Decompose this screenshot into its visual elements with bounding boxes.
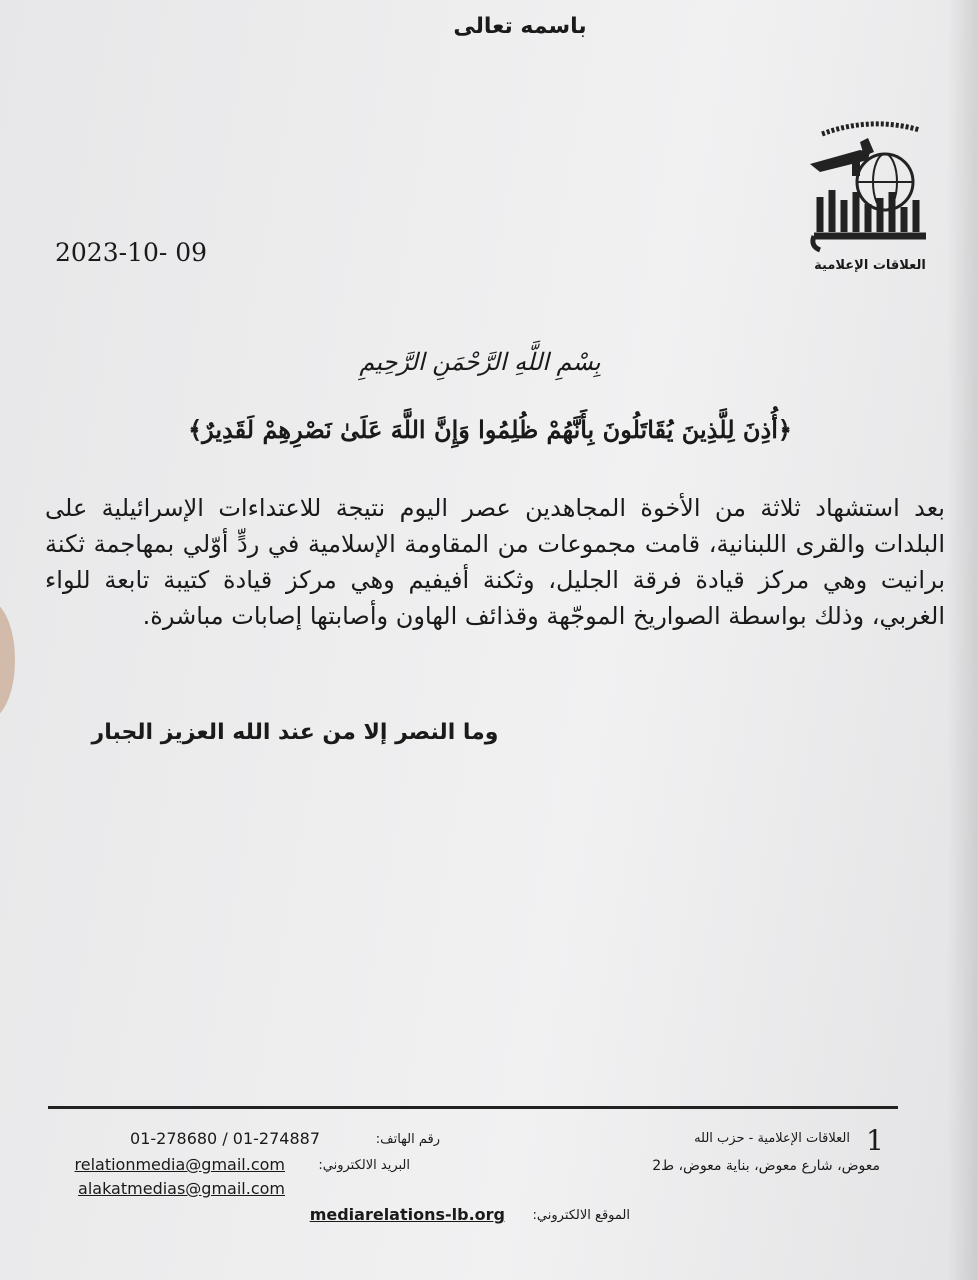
logo-emblem-icon [800,112,940,262]
email-link-primary[interactable]: relationmedia@gmail.com [74,1155,285,1174]
quran-verse: ﴿أُذِنَ لِلَّذِينَ يُقَاتَلُونَ بِأَنَّهُمْ ظُلِمُوا وَإِنَّ اللَّهَ عَلَىٰ نَصْرِهِمْ لَقَدِيرٌ﴾ [188,415,792,444]
document-date: 2023-10- 09 [55,238,208,267]
finger-edge [0,600,15,720]
website-label: الموقع الالكتروني: [532,1208,630,1223]
footer-divider [48,1106,898,1109]
page-number: 1 [866,1124,884,1157]
phone-value: 01-278680 / 01-274887 [130,1129,320,1148]
organization-logo [800,112,940,282]
basmala: بِسْمِ اللَّهِ الرَّحْمَنِ الرَّحِيمِ [359,348,601,376]
website-link[interactable]: mediarelations-lb.org [309,1205,505,1224]
email-label: البريد الالكتروني: [318,1158,410,1173]
header-invocation: باسمه تعالى [453,14,587,39]
footer-organization: العلاقات الإعلامية - حزب الله [694,1131,850,1146]
email-link-secondary[interactable]: alakatmedias@gmail.com [78,1179,285,1198]
page-edge-shadow [947,0,977,1280]
statement-body: بعد استشهاد ثلاثة من الأخوة المجاهدين عصر اليوم نتيجة للاعتداءات الإسرائيلية على البلدات والقرى اللبنانية، قامت مجموعات من المقاومة الإسلامية في ردٍّ أوّلي بمهاجمة ثكنة برانيت وهي مركز قيادة فرقة الجليل، وثكنة أفيفيم وهي مركز قيادة كتيبة تابعة للواء الغربي، وذلك بواسطة الصواريخ الموجّهة وقذائف الهاون وأصابتها إصابات مباشرة. [45,494,945,630]
closing-line: وما النصر إلا من عند الله العزيز الجبار [91,720,499,745]
footer-address: معوض، شارع معوض، بناية معوض، ط2 [652,1158,880,1174]
logo-caption: العلاقات الإعلامية [814,258,926,273]
phone-label: رقم الهاتف: [375,1132,440,1147]
